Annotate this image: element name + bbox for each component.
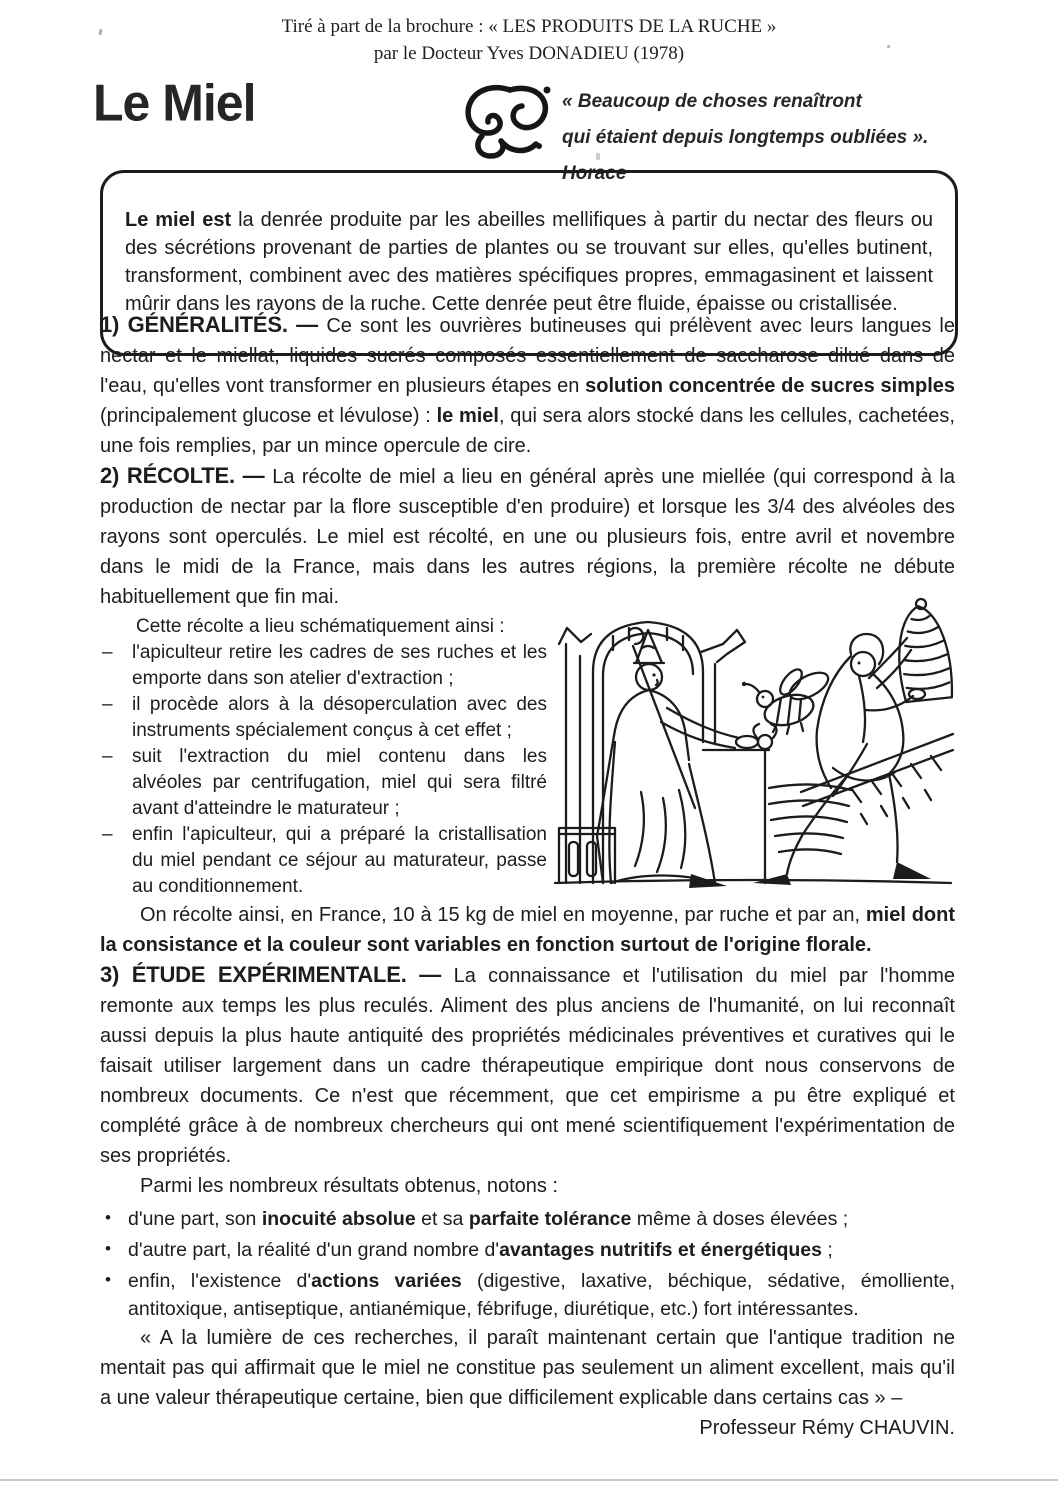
bullet-marker: • bbox=[105, 1270, 111, 1289]
list-item bbox=[100, 1236, 955, 1264]
dash-marker: – bbox=[102, 746, 113, 767]
attribution: Professeur Rémy CHAUVIN. bbox=[699, 1417, 955, 1439]
list-item-text: enfin, l'existence d'actions variées (digestive, laxative, béchique, sédative, émolliente, antitoxique, antiseptique, antianémique, fébrifuge, diurétique, etc.) fort intéressantes. bbox=[128, 1270, 955, 1320]
page-title: Le Miel bbox=[93, 73, 256, 133]
list-item bbox=[100, 744, 547, 822]
throne bbox=[559, 622, 745, 883]
paragraph-recolte: 2) RÉCOLTE. — La récolte de miel a lieu en général après une miellée (qui correspond à la production de nectar par la flore susceptible d'en produire) et lorsque les 3/4 des alvéoles des rayons sont operculés. Le miel est récolté, en une ou plusieurs fois, entre avril et novembre dans le midi de la France, mais dans les autres régions, la première récolte ne débute habituellement que fin mai. bbox=[100, 463, 955, 608]
floral-flourish-icon bbox=[460, 80, 552, 160]
page-bottom-edge bbox=[0, 1479, 1058, 1481]
dash-marker: – bbox=[102, 694, 113, 715]
list-item bbox=[100, 692, 547, 744]
results-intro: Parmi les nombreux résultats obtenus, notons : bbox=[140, 1175, 558, 1197]
dash-marker: – bbox=[102, 824, 113, 845]
paragraph-generalites: 1) GÉNÉRALITÉS. — Ce sont les ouvrières butineuses qui prélèvent avec leurs langues le nectar et le miellat, liquides sucrés composés essentiellement de saccharose dilué dans de l'eau, qu'elles vont transformer en plusieurs étapes en solution concentrée de sucres simples (principalement glucose et lévulose) : le miel, qui sera alors stocké dans les cellules, cachetées, une fois remplies, par un mince opercule de cire. bbox=[100, 312, 956, 457]
epigraph-line-2: qui étaient depuis longtemps oubliées ». Horace bbox=[562, 127, 929, 184]
list-item-text: d'autre part, la réalité d'un grand nombre d'avantages nutritifs et énergétiques ; bbox=[128, 1239, 833, 1261]
intro-paragraph: Le miel est la denrée produite par les abeilles mellifiques à partir du nectar des fleurs ou des sécrétions provenant de parties de plantes ou se trouvant sur elles, qu'elles butinent, transforment, combinent avec des matières spécifiques propres, emmagasinent et laissent mûrir dans les rayons de la ruche. Cette denrée peut être fluide, épaisse ou cristallisée. bbox=[125, 209, 933, 315]
paragraph-etude: 3) ÉTUDE EXPÉRIMENTALE. — La connaissance et l'utilisation du miel par l'homme remonte aux temps les plus reculés. Aliment des plus anciens de l'humanité, on lui reconnaît aussi depuis la plus haute antiquité des propriétés médicinales préventives et curatives qui le faisait utiliser largement dans un cadre thérapeutique empirique dont nous conservons de nombreux documents. Ce n'est que récemment, que cet empirisme a pu être expliqué et complété grâce à de nombreux chercheurs qui ont mené scientifiquement l'expérimentation de ses propriétés. bbox=[100, 962, 956, 1167]
epigraph-line-1: « Beaucoup de choses renaîtront bbox=[562, 91, 862, 112]
list-item bbox=[100, 1205, 955, 1233]
list-item-text: enfin l'apiculteur, qui a préparé la cristallisation du miel pendant ce séjour au maturateur, passe au conditionnement. bbox=[132, 824, 547, 897]
beekeeper-figure bbox=[753, 634, 931, 885]
skep-hive-icon bbox=[894, 604, 954, 703]
closing-quote: « A la lumière de ces recherches, il paraît maintenant certain que l'antique tradition ne mentait pas qui affirmait que le miel ne constitue pas seulement un aliment excellent, mais qu'il a une valeur thérapeutique certaine, bien que difficilement explicable dans certains cas » – bbox=[100, 1327, 955, 1409]
main-content bbox=[100, 310, 955, 1443]
list-item-text: suit l'extraction du miel contenu dans les alvéoles par centrifugation, miel qui sera filtré avant d'atteindre le maturateur ; bbox=[132, 746, 547, 819]
bullet-marker: • bbox=[105, 1239, 111, 1258]
results-list bbox=[100, 1205, 955, 1323]
list-item-text: d'une part, son inocuité absolue et sa parfaite tolérance même à doses élevées ; bbox=[128, 1208, 849, 1230]
header-line-2: par le Docteur Yves DONADIEU (1978) bbox=[373, 43, 685, 64]
bishop-figure bbox=[597, 628, 777, 888]
header-line-1: Tiré à part de la brochure : « LES PRODUITS DE LA RUCHE » bbox=[281, 16, 777, 37]
list-item bbox=[100, 1267, 955, 1323]
straw-bench bbox=[769, 734, 953, 854]
bullet-marker: • bbox=[105, 1208, 111, 1227]
steps-intro: Cette récolte a lieu schématiquement ainsi : bbox=[136, 616, 505, 637]
woodcut-illustration bbox=[551, 592, 955, 890]
list-item-text: il procède alors à la désoperculation avec des instruments spécialement conçus à cet effet ; bbox=[132, 694, 547, 741]
dash-marker: – bbox=[102, 642, 113, 663]
list-item-text: l'apiculteur retire les cadres de ses ruches et les emporte dans son atelier d'extraction ; bbox=[132, 642, 547, 689]
harvest-steps bbox=[100, 614, 547, 900]
list-item bbox=[100, 640, 547, 692]
summary-paragraph: On récolte ainsi, en France, 10 à 15 kg de miel en moyenne, par ruche et par an, miel dont la consistance et la couleur sont variables en fonction surtout de l'origine florale. bbox=[100, 904, 956, 956]
list-item bbox=[100, 822, 547, 900]
